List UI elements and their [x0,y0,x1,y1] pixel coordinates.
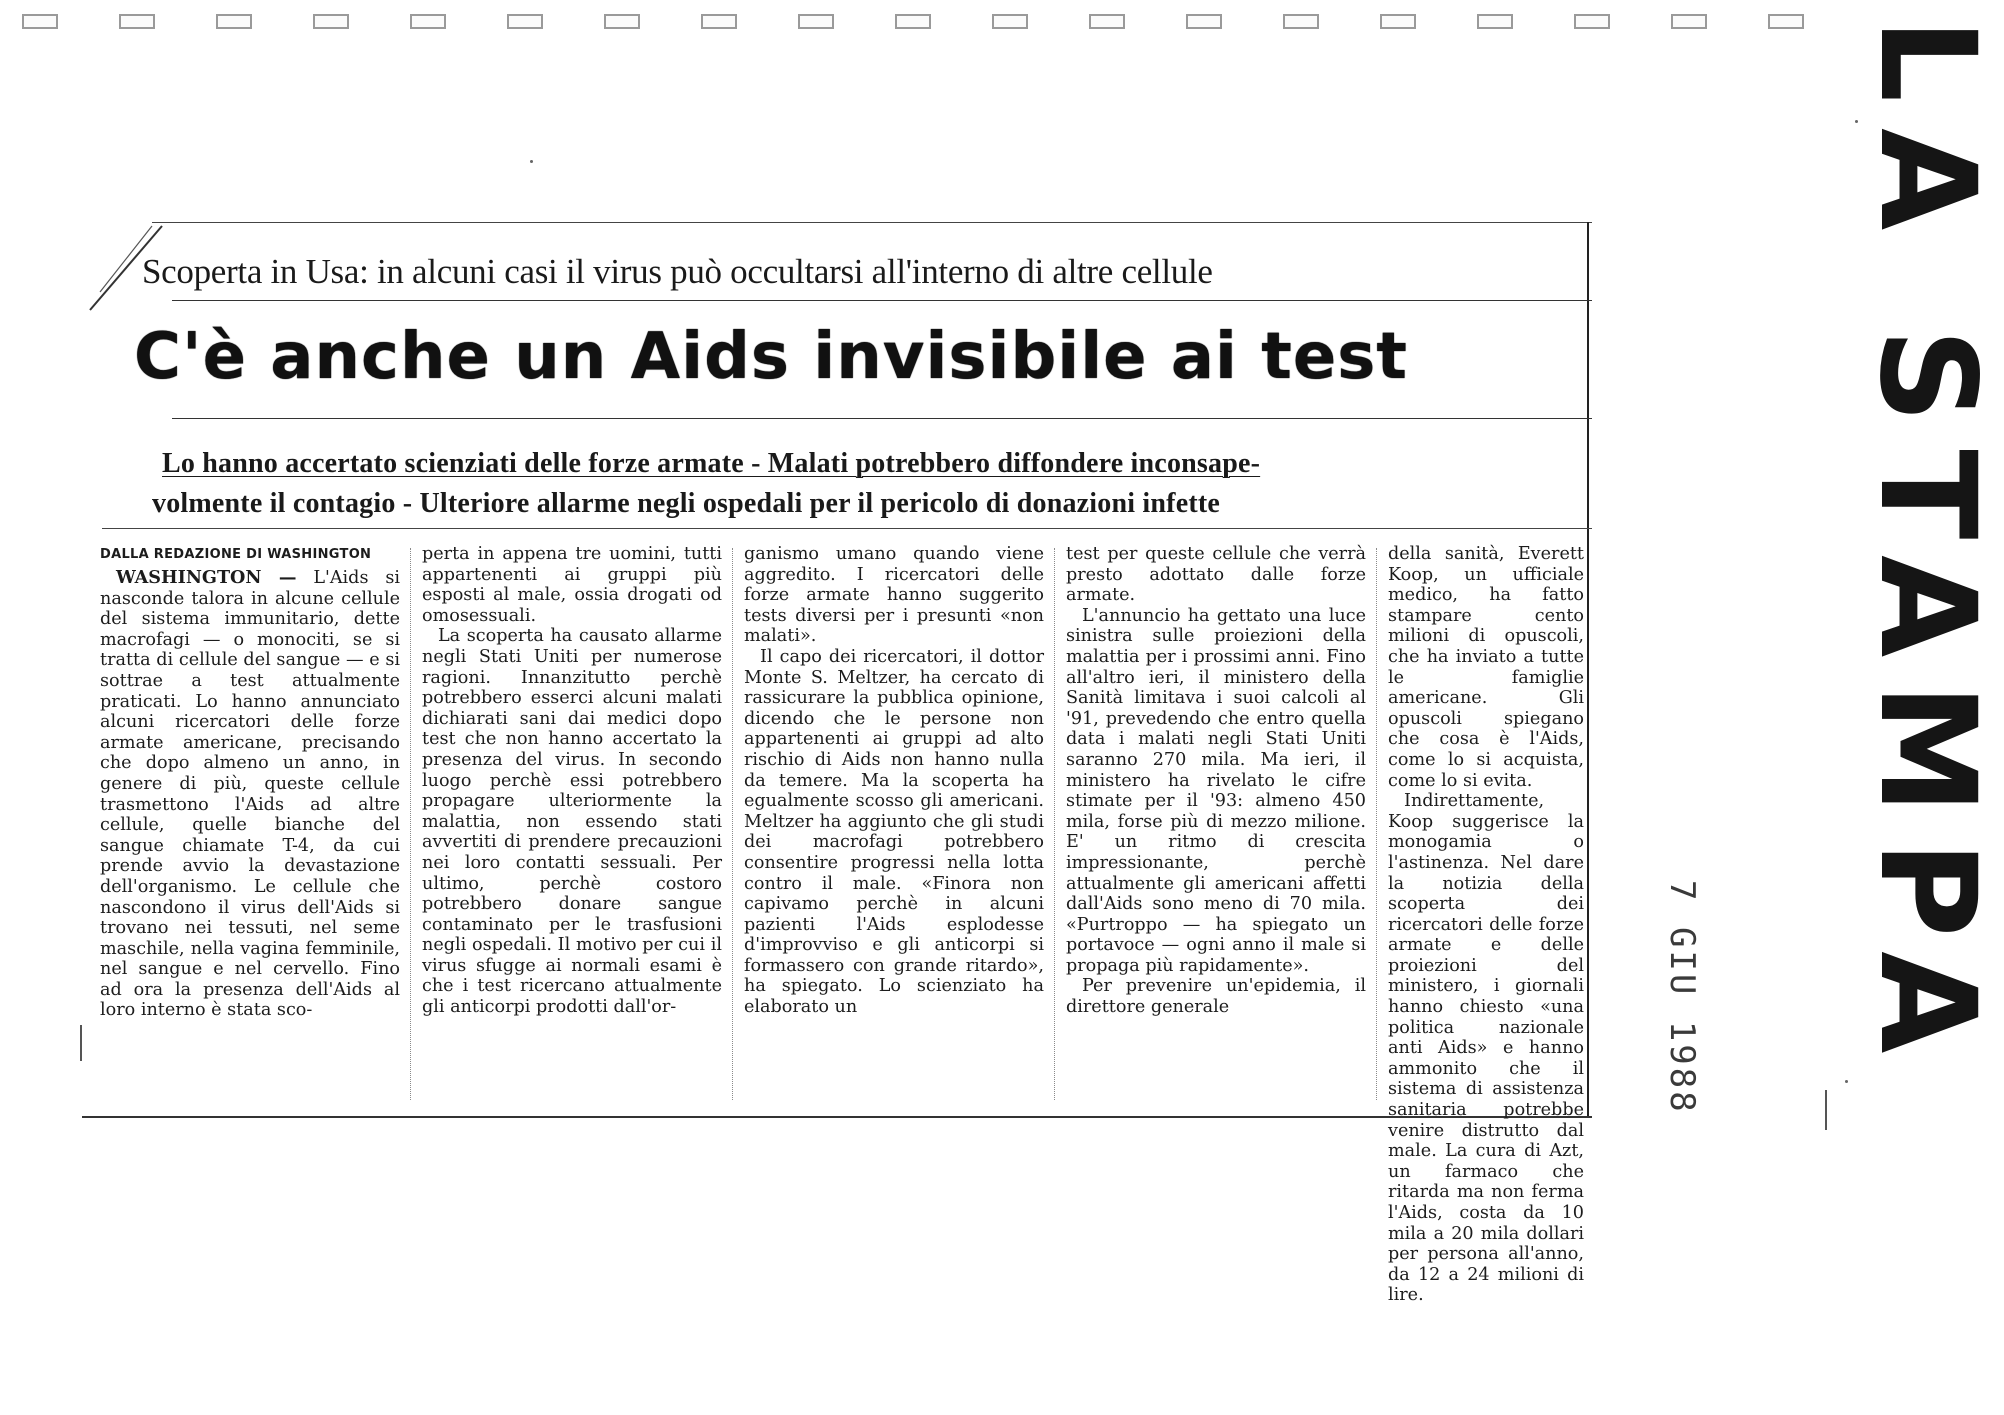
date-stamp-text: 7 GIU 1988 [1662,880,1702,1115]
article-kicker: Scoperta in Usa: in alcuni casi il virus può occultarsi all'interno di altre cellule [142,252,1213,291]
punch-mark [798,14,834,29]
column-5-paragraph-2: Indirettamente, Koop suggerisce la monogamia o l'astinenza. Nel dare la notizia della scoperta dei ricercatori delle forze armate e delle proiezioni del ministero, i giornali hanno chiesto «una politica nazionale anti Aids» e hanno ammonito che il sistema di assistenza sanitaria potrebbe venire distrutto dal male. La cura di Azt, un farmaco che ritarda ma non ferma l'Aids, costa da 10 mila a 20 mila dollari per persona all'anno, da 12 a 24 milioni di lire. [1388,791,1584,1306]
column-separator [1054,548,1055,1100]
punch-mark [410,14,446,29]
article-column-2 [422,544,722,1106]
punch-mark [701,14,737,29]
punch-mark [313,14,349,29]
date-stamp [1662,880,1702,1115]
masthead-text: LA STAMPA [1850,18,2004,1080]
article-deck [152,444,1592,524]
column-3-paragraph-1: ganismo umano quando viene aggredito. I ricercatori delle forze armate hanno suggerito tests diversi per i presunti «non malati». [744,544,1044,647]
article-column-1 [100,544,400,1106]
column-4-paragraph-2: L'annuncio ha gettato una luce sinistra sulle proiezioni della malattia per i prossimi anni. Fino all'altro ieri, il ministero della Sanità limitava i suoi calcoli al '91, prevedendo che entro quella data i malati negli Stati Uniti saranno 270 mila. Ma ieri, il ministero ha rivelato le cifre stimate per il '93: almeno 450 mila, forse più di mezzo milione. E' un ritmo di crescita impressionante, perchè attualmente gli americani affetti dall'Aids sono meno di 70 mila. «Purtroppo — ha spiegato un portavoce — ogni anno il male si propaga più rapidamente». [1066,605,1366,976]
punch-mark [1671,14,1707,29]
scan-mark [80,1025,82,1061]
punch-mark [1186,14,1222,29]
kicker-rule [172,300,1592,301]
article-dateline: DALLA REDAZIONE DI WASHINGTON [100,547,372,562]
column-1-paragraph [100,568,400,1021]
column-separator [410,548,411,1100]
punch-mark [1574,14,1610,29]
punch-mark [507,14,543,29]
clipping-top-edge [152,222,1592,223]
punch-mark [1089,14,1125,29]
punch-mark [1283,14,1319,29]
punch-mark [216,14,252,29]
scan-speck [1845,1080,1848,1083]
punch-mark [604,14,640,29]
column-5-paragraph-1: della sanità, Everett Koop, un ufficiale medico, ha fatto stampare cento milioni di opuscoli, che ha inviato a tutte le famiglie americane. Gli opuscoli spiegano che cosa è l'Aids, come lo si acquista, come lo si evita. [1388,544,1584,791]
punch-mark [119,14,155,29]
clipping-bottom-edge [82,1116,1592,1118]
punch-mark [992,14,1028,29]
article-columns [100,544,1590,1306]
column-4-paragraph-1: test per queste cellule che verrà presto adottato dalle forze armate. [1066,544,1366,606]
punch-mark [22,14,58,29]
article-headline: C'è anche un Aids invisibile ai test [134,320,1408,394]
column-separator [1376,548,1377,1100]
punch-marks-row [22,14,1922,34]
lead-word: WASHINGTON — [116,567,297,588]
column-4-paragraph-3: Per prevenire un'epidemia, il direttore generale [1066,976,1366,1018]
newspaper-masthead [1850,18,2004,1413]
article-column-3 [744,544,1044,1106]
punch-mark [895,14,931,29]
column-2-paragraph-1: perta in appena tre uomini, tutti appartenenti ai gruppi più esposti al male, ossia drogati od omosessuali. [422,544,722,626]
newspaper-clipping [82,222,1602,1306]
punch-mark [1768,14,1804,29]
article-column-4 [1066,544,1366,1106]
punch-mark [1380,14,1416,29]
column-2-paragraph-2: La scoperta ha causato allarme negli Stati Uniti per numerose ragioni. Innanzitutto perchè potrebbero esserci alcuni malati dichiarati sani dai medici dopo test che non hanno accertato la presenza del virus. In secondo luogo perchè essi potrebbero propagare ulteriormente la malattia, non essendo stati avvertiti di prendere precauzioni nei loro contatti sessuali. Per ultimo, perchè costoro potrebbero donare sangue contaminato per le trasfusioni negli ospedali. Il motivo per cui il virus sfugge ai normali esami è che i test ricercano attualmente gli anticorpi prodotti dall'or- [422,626,722,1018]
deck-line-1: Lo hanno accertato scienziati delle forze armate - Malati potrebbero diffondere inconsape- [162,448,1261,479]
column-3-paragraph-2: Il capo dei ricercatori, il dottor Monte S. Meltzer, ha cercato di rassicurare la pubblica opinione, dicendo che le persone non appartenenti ai gruppi ad alto rischio di Aids non hanno nulla da temere. Ma la scoperta ha egualmente scosso gli americani. Meltzer ha aggiunto che gli studi dei macrofagi potrebbero consentire progressi nella lotta contro il male. «Finora non capivamo perchè in alcuni pazienti l'Aids esplodesse d'improvviso e gli anticorpi si formassero con grande ritardo», ha spiegato. Lo scienziato ha elaborato un [744,646,1044,1018]
column-separator [732,548,733,1100]
deck-line-2: volmente il contagio - Ulteriore allarme negli ospedali per il pericolo di donazioni infette [152,488,1221,519]
deck-rule [102,528,1592,529]
column-1-text: L'Aids si nasconde talora in alcune cellule del sistema immunitario, dette macrofagi — o monociti, se si tratta di cellule del sangue — e si sottrae a test attualmente praticati. Lo hanno annunciato alcuni ricercatori delle forze armate americane, precisando che dopo almeno un anno, in genere di più, queste cellule trasmettono l'Aids ad altre cellule, quelle bianche del sangue chiamate T-4, da cui prende avvio la devastazione dell'organismo. Le cellule che nascondono il virus dell'Aids si trovano nei tessuti, nel seme maschile, nella vagina femminile, nel sangue e nel cervello. Fino ad ora la presenza dell'Aids al loro interno è stata sco- [100,568,400,1021]
scan-speck [530,160,533,163]
scan-mark [1825,1090,1827,1130]
headline-rule [172,418,1592,419]
article-column-5 [1388,544,1584,1306]
punch-mark [1477,14,1513,29]
